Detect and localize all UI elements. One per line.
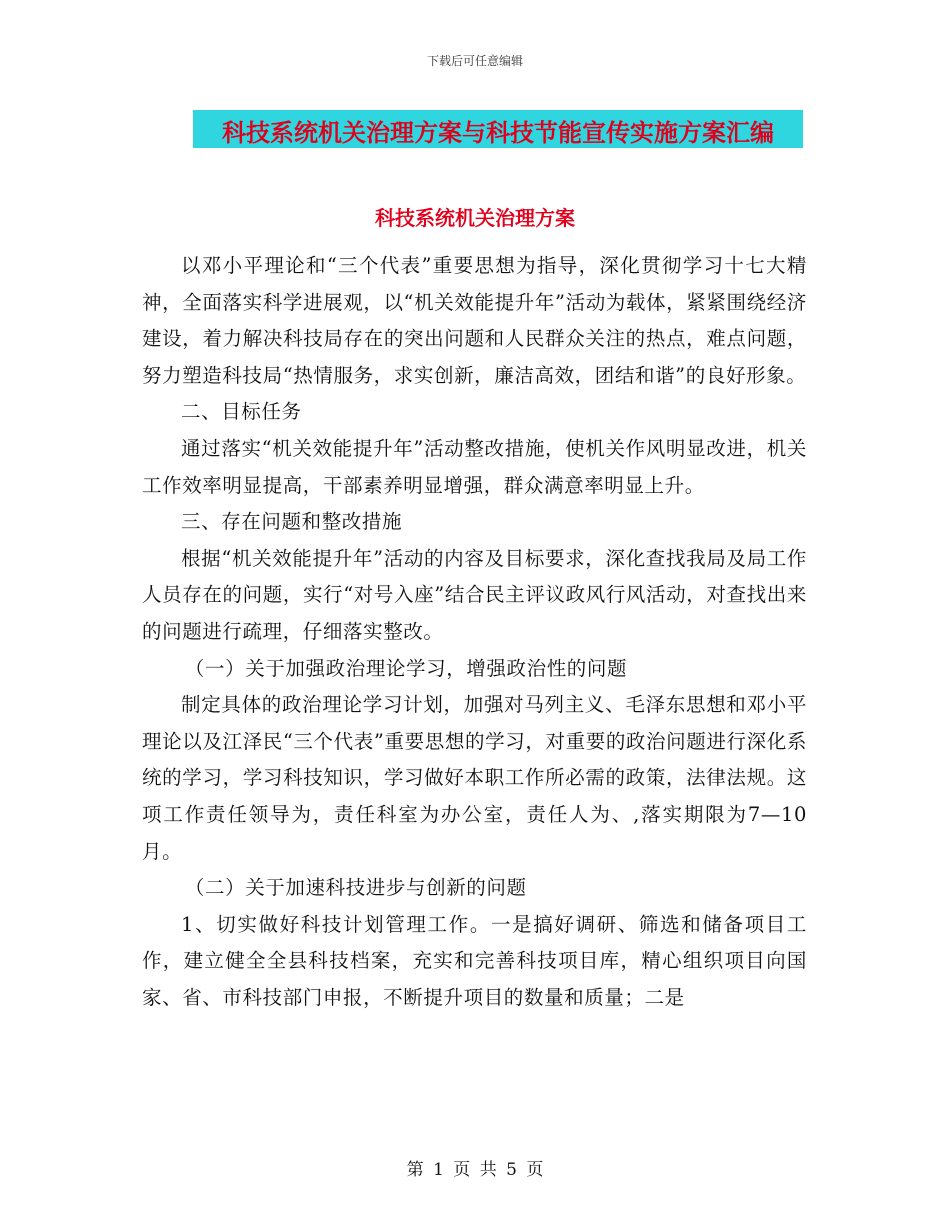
page-number-footer: 第 1 页 共 5 页 — [406, 1160, 544, 1180]
page-header-note: 下载后可任意编辑 — [426, 54, 523, 68]
subheading-innovation: （二）关于加速科技进步与创新的问题 — [184, 876, 527, 900]
paragraph-theory-study: 制定具体的政治理论学习计划，加强对马列主义、毛泽东思想和邓小平理论以及江泽民“三个代表”重要思想的学习，对重要的政治问题进行深化系统的学习，学习科技知识，学习做好本职工作所必需的政策，法律法规。这项工作责任领导为，责任科室为办公室，责任人为、,落实期限为7—10月。 — [142, 693, 807, 863]
heading-problems: 三、存在问题和整改措施 — [181, 510, 403, 534]
paragraph-goals: 通过落实“机关效能提升年”活动整改措施，使机关作风明显改进，机关工作效率明显提高，干部素养明显增强，群众满意率明显上升。 — [142, 436, 807, 497]
subheading-theory-study: （一）关于加强政治理论学习，增强政治性的问题 — [184, 656, 628, 680]
heading-goals: 二、目标任务 — [181, 400, 302, 424]
document-body — [142, 248, 807, 1016]
paragraph-intro: 以邓小平理论和“三个代表”重要思想为指导，深化贯彻学习十七大精神，全面落实科学进展观，以“机关效能提升年”活动为载体，紧紧围绕经济建设，着力解决科技局存在的突出问题和人民群众关注的热点，难点问题，努力塑造科技局“热情服务，求实创新，廉洁高效，团结和谐”的良好形象。 — [142, 254, 807, 387]
document-title: 科技系统机关治理方案与科技节能宣传实施方案汇编 — [222, 118, 774, 147]
paragraph-problems: 根据“机关效能提升年”活动的内容及目标要求，深化查找我局及局工作人员存在的问题，实行“对号入座”结合民主评议政风行风活动，对查找出来的问题进行疏理，仔细落实整改。 — [142, 546, 807, 643]
section-title: 科技系统机关治理方案 — [375, 206, 575, 230]
paragraph-plan-management: 1、切实做好科技计划管理工作。一是搞好调研、筛选和储备项目工作，建立健全全县科技档案，充实和完善科技项目库，精心组织项目向国家、省、市科技部门申报，不断提升项目的数量和质量；二是 — [142, 912, 807, 1009]
